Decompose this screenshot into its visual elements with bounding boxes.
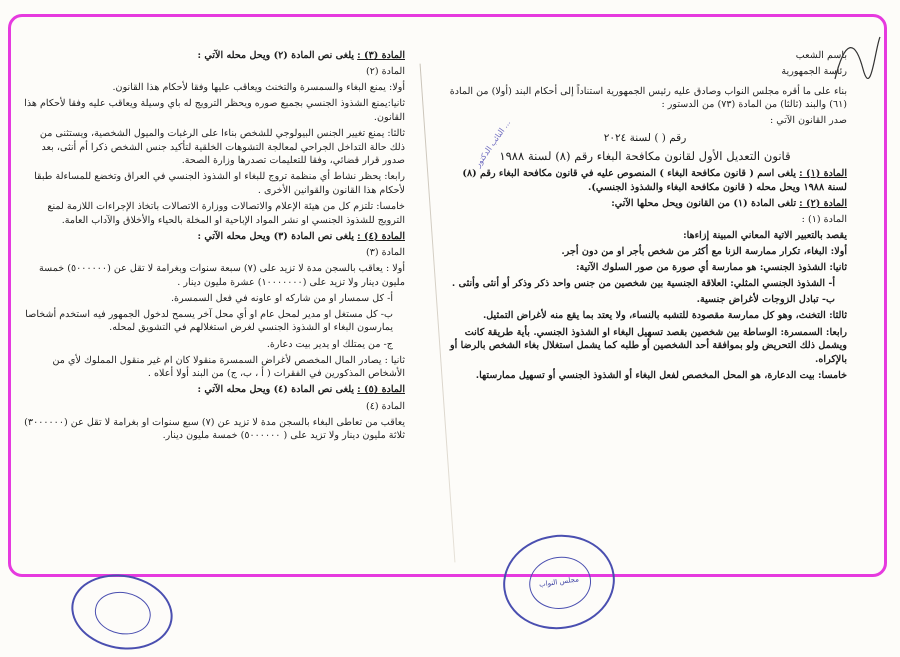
official-seal-left <box>65 567 178 657</box>
article-3-sub: المادة (٢) <box>365 66 405 78</box>
document-frame <box>8 14 887 590</box>
clause-m1: أولا : يعاقب بالسجن مدة لا تزيد على (٧) سبعة سنوات وبغرامة لا تقل عن (٥٠٠٠٠٠٠) خمسة مليون دينار ولا تزيد على (١٠٠٠٠٠٠٠) عشرة مليون دينار . <box>39 263 405 288</box>
law-title: قانون التعديل الأول لقانون مكافحة البغاء رقم (٨) لسنة ١٩٨٨ <box>499 148 791 163</box>
issued-line: صدر القانون الآتي : <box>769 115 847 127</box>
clause-m1a: أ- كل سمسار او من شاركه او عاونه في فعل السمسرة. <box>170 292 393 304</box>
article-2 <box>443 197 847 211</box>
clause-n1: يعاقب من تعاطى البغاء بالسجن مدة لا تزيد عن (٧) سبع سنوات او بغرامة لا تقل عن (٣٠٠٠٠٠٠) ثلاثة مليون دينار ولا تزيد على ( ٥٠٠٠٠٠٠) خمسة مليون دينار. <box>24 416 405 442</box>
article-5 <box>23 383 405 397</box>
header-people: باسم الشعب <box>795 50 847 61</box>
seal-inner-ring <box>91 588 154 638</box>
definition-4: رابعا: السمسرة: الوساطة بين شخصين بقصد تسهيل البغاء او الشذوذ الجنسي. بأية طريقة كانت ويشمل ذلك التحريض ولو بموافقة أحد الشخصين أو طلبه كما يشمل استغلال بغاء الشخص بالرضا أو بالإكراه. <box>449 326 847 365</box>
clause-m2: ثانيا : يصادر المال المخصص لأغراض السمسرة منقولا كان ام غير منقول المملوك لأي من الأشخاص المذكورين في الفقرات ( أ ، ب، ج) من البند أولا أعلاه . <box>52 354 405 380</box>
preamble: بناء على ما أقره مجلس النواب وصادق عليه رئيس الجمهورية استناداً إلى أحكام البند (أولا) من المادة (٦١) والبند (ثالثا) من المادة (٧٣) من الدستور : <box>449 85 847 111</box>
clause-l2: ثانيا:يمنع الشذوذ الجنسي بجميع صوره ويحظر الترويج له باي وسيلة ويعاقب عليه وفقا لأحكام هذا القانون. <box>24 98 405 123</box>
signature-scribble <box>825 29 885 89</box>
right-column <box>443 49 847 385</box>
article-5-label: المادة (٥) : <box>357 384 405 396</box>
document-page <box>15 19 879 590</box>
article-2-sub: المادة (١) : <box>801 213 847 225</box>
diagonal-stamp-text: النائب الدكتور ... <box>473 118 513 169</box>
article-2-text: تلغى المادة (١) من القانون ويحل محلها الآتي: <box>611 197 797 209</box>
header-presidency: رئاسة الجمهورية <box>781 66 847 78</box>
meanings-intro: يقصد بالتعبير الاتية المعاني المبينة إزاءها: <box>683 229 847 241</box>
definition-2b: ب- تبادل الزوجات لأغراض جنسية. <box>696 294 835 306</box>
definition-1: أولا: البغاء، تكرار ممارسة الزنا مع أكثر من شخص بأجر او من دون أجر. <box>561 245 847 257</box>
official-seal-right <box>497 528 621 637</box>
article-1 <box>443 167 847 194</box>
article-3-label: المادة (٣) : <box>357 50 405 61</box>
definition-3: ثالثا: التخنث، وهو كل ممارسة مقصودة للتشبه بالنساء، ولا يعتد بما يقع منه لأغراض التمثيل. <box>482 310 847 322</box>
article-3-text: يلغى نص المادة (٢) ويحل محله الآتي : <box>197 50 355 61</box>
clause-l3: ثالثا: يمنع تغيير الجنس البيولوجي للشخص بناءا على الرغبات والميول الشخصية، ويستثنى من ذلك حالة التداخل الجراحي لمعالجة التشوهات الخلقية لتأكيد جنس الشخص ذكرا أم أنثى، بعد صدور قرار قضائي، وفقا للتعليمات تصدرها وزارة الصحة. <box>39 128 405 167</box>
article-5-sub: المادة (٤) <box>365 400 405 412</box>
left-column <box>23 49 405 445</box>
article-2-label: المادة (٢) : <box>799 197 847 209</box>
clause-l5: خامسا: تلتزم كل من هيئة الإعلام والاتصالات ووزارة الاتصالات باتخاذ الإجراءات اللازمة لمنع الترويج للشذوذ الجنسي او نشر المواد الإباحية او المخلة بالحياء والأخلاق والآداب العامة. <box>47 201 405 226</box>
clause-m1b: ب- كل مستغل او مدير لمحل عام او أي محل آخر يسمح لدخول الجمهور فيه استخدم أشخاصا يمارسون البغاء او الشذوذ الجنسي لغرض استغلالهم في التشويق لمحله. <box>25 308 393 334</box>
article-4-sub: المادة (٣) <box>365 246 405 258</box>
definition-5: خامسا: بيت الدعارة، هو المحل المخصص لفعل البغاء أو الشذوذ الجنسي أو تسهيل ممارستها. <box>475 369 847 381</box>
article-1-label: المادة (١) : <box>799 167 847 179</box>
article-4-label: المادة (٤) : <box>357 230 405 242</box>
clause-l4: رابعا: يحظر نشاط أي منظمة تروج للبغاء او الشذوذ الجنسي في العراق وتخضع للمساءلة طبقا لأحكام هذا القانون والقوانين الأخرى . <box>34 171 405 196</box>
definition-2: ثانيا: الشذوذ الجنسي: هو ممارسة أي صورة من صور السلوك الآتية: <box>575 262 847 274</box>
clause-l1: أولا: يمنع البغاء والسمسرة والتخنث ويعاقب عليها وفقا لأحكام هذا القانون. <box>112 82 405 94</box>
article-5-text: يلغى نص المادة (٤) ويحل محله الآتي : <box>197 384 355 396</box>
seal-label: مجلس النواب <box>538 575 580 590</box>
article-4-text: يلغى نص المادة (٣) ويحل محله الآتي : <box>197 230 355 242</box>
law-number: رقم ( ) لسنة ٢٠٢٤ <box>603 131 687 144</box>
article-1-text: يلغى اسم ( قانون مكافحة البغاء ) المنصوص عليه في قانون مكافحة البغاء رقم (٨) لسنة ١٩٨٨ ويحل محله ( قانون مكافحة البغاء والشذوذ الجنسي). <box>462 167 847 193</box>
definition-2a: أ- الشذوذ الجنسي المثلي: العلاقة الجنسية بين شخصين من جنس واحد ذكر وذكر أو أنثى وأنثى . <box>451 278 835 290</box>
clause-m1c: ج- من يمتلك او يدير بيت دعارة. <box>266 338 393 350</box>
article-3 <box>23 49 405 63</box>
article-4 <box>23 230 405 244</box>
